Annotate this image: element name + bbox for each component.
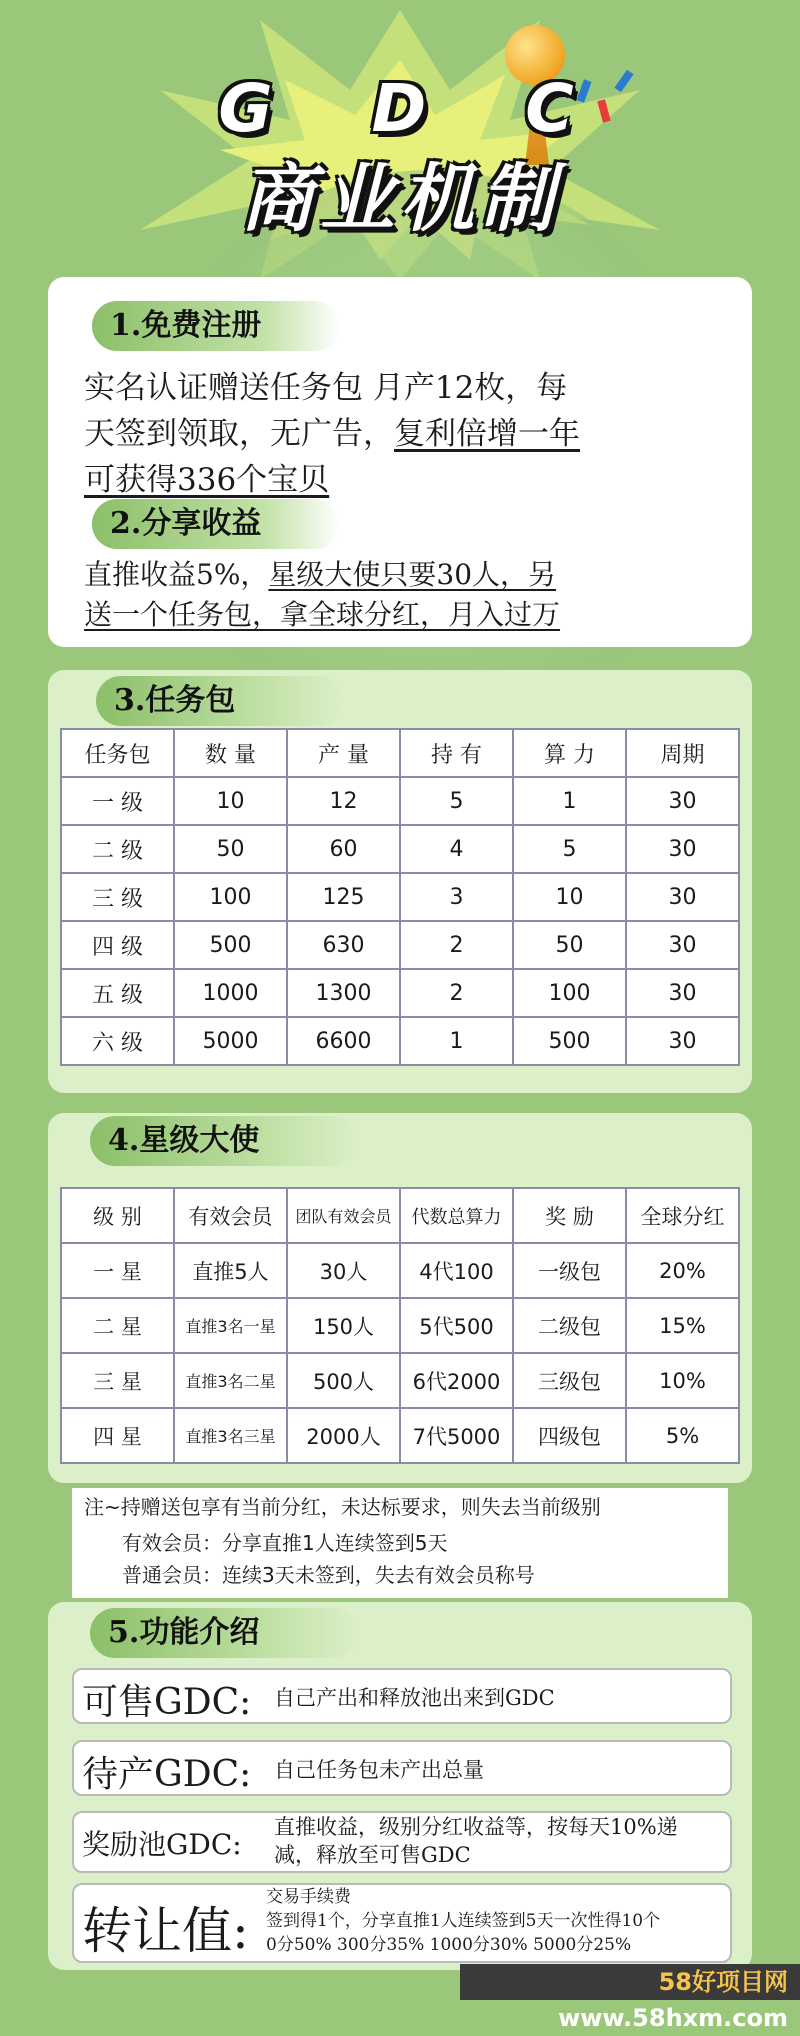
membership-note [72, 1488, 728, 1598]
table-cell: 1 [513, 777, 626, 825]
table-row [61, 1017, 739, 1065]
table-cell: 直推3名一星 [174, 1298, 287, 1353]
feature-text: 自己任务包未产出总量 [274, 1758, 484, 1782]
star-ambassador-card [48, 1113, 752, 1483]
table-cell: 500人 [287, 1353, 400, 1408]
note-line: 有效会员：分享直推1人连续签到5天 [122, 1531, 448, 1555]
table-cell: 12 [287, 777, 400, 825]
feature-text: 0分50% 300分35% 1000分30% 5000分25% [266, 1935, 632, 1955]
feature-label: 可售GDC: [82, 1682, 252, 1723]
table-header-cell: 算 力 [513, 729, 626, 777]
table-cell: 二 星 [61, 1298, 174, 1353]
table-row [61, 873, 739, 921]
table-cell: 一 级 [61, 777, 174, 825]
table-cell: 50 [513, 921, 626, 969]
table-cell: 500 [513, 1017, 626, 1065]
table-row [61, 1243, 739, 1298]
table-cell: 直推3名二星 [174, 1353, 287, 1408]
table-cell: 5代500 [400, 1298, 513, 1353]
table-cell: 三 级 [61, 873, 174, 921]
table-cell: 三 星 [61, 1353, 174, 1408]
table-cell: 100 [513, 969, 626, 1017]
table-cell: 500 [174, 921, 287, 969]
table-cell: 5000 [174, 1017, 287, 1065]
table-cell: 125 [287, 873, 400, 921]
table-row [61, 777, 739, 825]
note-line: 注~持赠送包享有当前分红，未达标要求，则失去当前级别 [84, 1495, 601, 1519]
feature-label: 转让值: [82, 1902, 249, 1960]
table-row [61, 921, 739, 969]
site-name: 58好项目网 [658, 1968, 788, 1996]
section-title-free-registration: 1.免费注册 [92, 301, 340, 351]
table-cell: 30 [626, 777, 739, 825]
table-header-cell: 数 量 [174, 729, 287, 777]
table-cell: 15% [626, 1298, 739, 1353]
table-cell: 4代100 [400, 1243, 513, 1298]
feature-row-pending-gdc [72, 1740, 732, 1796]
table-cell: 直推5人 [174, 1243, 287, 1298]
feature-row-reward-pool-gdc [72, 1811, 732, 1873]
table-cell: 四级包 [513, 1408, 626, 1463]
table-header-cell: 团队有效会员 [287, 1188, 400, 1243]
feature-text: 签到得1个，分享直推1人连续签到5天一次性得10个 [266, 1911, 661, 1931]
table-row [61, 1298, 739, 1353]
table-cell: 3 [400, 873, 513, 921]
site-url: www.58hxm.com [558, 2004, 788, 2032]
feature-row-transfer-value [72, 1883, 732, 1963]
table-header-cell: 奖 励 [513, 1188, 626, 1243]
table-cell: 2 [400, 921, 513, 969]
table-cell: 三级包 [513, 1353, 626, 1408]
table-cell: 2 [400, 969, 513, 1017]
table-row [61, 969, 739, 1017]
table-cell: 1000 [174, 969, 287, 1017]
site-watermark [460, 1964, 800, 2032]
table-cell: 30 [626, 969, 739, 1017]
table-header-row [61, 729, 739, 777]
table-cell: 30 [626, 825, 739, 873]
share-earnings-description: 直推收益5%，星级大使只要30人，另 送一个任务包，拿全球分红，月入过万 [84, 558, 561, 631]
table-cell: 6600 [287, 1017, 400, 1065]
feature-text: 交易手续费 [266, 1887, 351, 1907]
feature-label: 奖励池GDC: [82, 1828, 242, 1861]
table-header-cell: 周期 [626, 729, 739, 777]
table-cell: 5 [513, 825, 626, 873]
table-cell: 五 级 [61, 969, 174, 1017]
table-header-cell: 全球分红 [626, 1188, 739, 1243]
table-cell: 10 [513, 873, 626, 921]
table-cell: 四 星 [61, 1408, 174, 1463]
registration-description: 实名认证赠送任务包 月产12枚，每 天签到领取，无广告，复利倍增一年 可获得336个宝贝 [84, 370, 580, 498]
task-package-card [48, 670, 752, 1093]
table-cell: 30 [626, 873, 739, 921]
table-cell: 6代2000 [400, 1353, 513, 1408]
feature-label: 待产GDC: [82, 1754, 252, 1795]
hero-title-business-mechanism: 商业机制 [240, 156, 560, 242]
table-cell: 30人 [287, 1243, 400, 1298]
hero-title-gdc: G D C [218, 70, 612, 147]
table-cell: 2000人 [287, 1408, 400, 1463]
intro-card [48, 277, 752, 647]
star-ambassador-table [60, 1187, 740, 1464]
table-cell: 150人 [287, 1298, 400, 1353]
table-header-cell: 有效会员 [174, 1188, 287, 1243]
table-cell: 630 [287, 921, 400, 969]
table-row [61, 1408, 739, 1463]
table-cell: 1300 [287, 969, 400, 1017]
table-cell: 六 级 [61, 1017, 174, 1065]
table-cell: 30 [626, 1017, 739, 1065]
table-cell: 二 级 [61, 825, 174, 873]
table-row [61, 1353, 739, 1408]
table-header-cell: 代数总算力 [400, 1188, 513, 1243]
table-cell: 5 [400, 777, 513, 825]
table-cell: 二级包 [513, 1298, 626, 1353]
section-title-task-package: 3.任务包 [96, 676, 344, 726]
table-header-cell: 级 别 [61, 1188, 174, 1243]
feature-text: 减，释放至可售GDC [274, 1843, 471, 1867]
table-cell: 30 [626, 921, 739, 969]
feature-text: 直推收益，级别分红收益等，按每天10%递 [274, 1815, 678, 1839]
note-line: 普通会员：连续3天未签到，失去有效会员称号 [122, 1563, 535, 1587]
table-cell: 直推3名三星 [174, 1408, 287, 1463]
table-cell: 60 [287, 825, 400, 873]
table-cell: 四 级 [61, 921, 174, 969]
section-title-feature-intro: 5.功能介绍 [90, 1608, 358, 1658]
table-cell: 4 [400, 825, 513, 873]
table-cell: 100 [174, 873, 287, 921]
table-cell: 一级包 [513, 1243, 626, 1298]
table-cell: 1 [400, 1017, 513, 1065]
table-cell: 50 [174, 825, 287, 873]
feature-text: 自己产出和释放池出来到GDC [274, 1686, 555, 1710]
table-row [61, 825, 739, 873]
feature-row-sellable-gdc [72, 1668, 732, 1724]
table-cell: 10% [626, 1353, 739, 1408]
table-cell: 5% [626, 1408, 739, 1463]
section-title-star-ambassador: 4.星级大使 [90, 1116, 358, 1166]
task-package-table [60, 728, 740, 1066]
table-header-row [61, 1188, 739, 1243]
table-header-cell: 任务包 [61, 729, 174, 777]
section-title-share-earnings: 2.分享收益 [92, 499, 340, 549]
table-cell: 20% [626, 1243, 739, 1298]
table-cell: 10 [174, 777, 287, 825]
table-header-cell: 持 有 [400, 729, 513, 777]
table-cell: 一 星 [61, 1243, 174, 1298]
table-cell: 7代5000 [400, 1408, 513, 1463]
table-header-cell: 产 量 [287, 729, 400, 777]
